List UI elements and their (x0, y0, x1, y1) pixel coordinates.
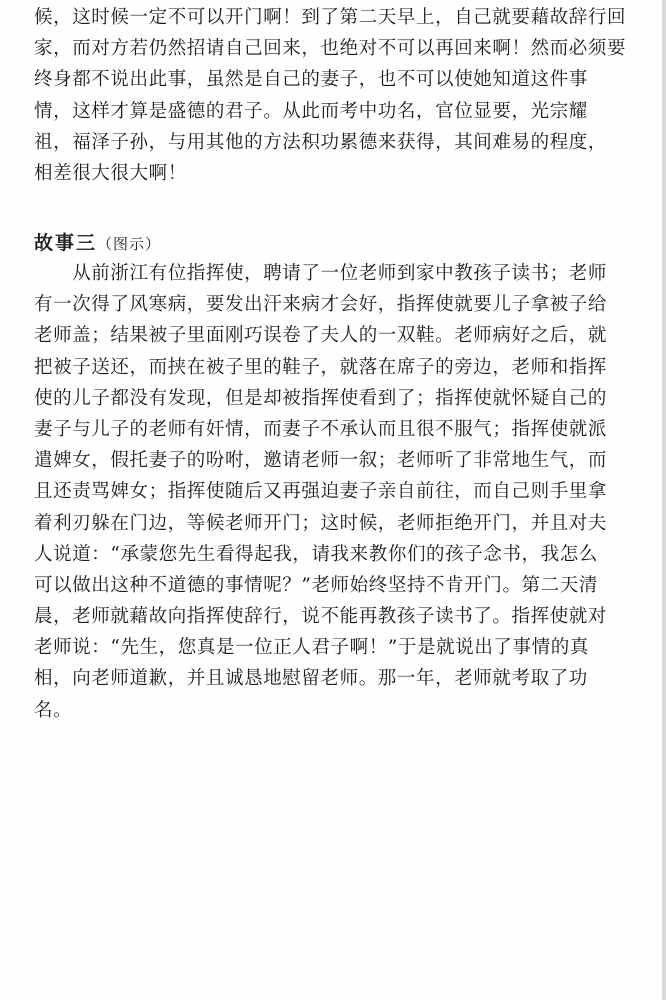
text-line: 可以做出这种不道德的事情呢？”老师始终坚持不肯开门。第二天清 (34, 574, 598, 596)
text-line: 情，这样才算是盛德的君子。从此而考中功名，官位显要，光宗耀 (34, 100, 588, 122)
text-line: 妻子与儿子的老师有奸情，而妻子不承认而且很不服气；指挥使就派 (34, 418, 608, 440)
text-line: 老师盖；结果被子里面刚巧误卷了夫人的一双鞋。老师病好之后，就 (34, 325, 608, 347)
text-line: 使的儿子都没有发现，但是却被指挥使看到了；指挥使就怀疑自己的 (34, 387, 608, 409)
story-title: 故事三 (34, 232, 98, 254)
passage-intro (34, 2, 640, 189)
text-line: 晨，老师就藉故向指挥使辞行，说不能再教孩子读书了。指挥使就对 (34, 606, 608, 628)
story-heading (34, 229, 161, 258)
text-line: 名。 (34, 699, 73, 721)
text-line: 遣婢女，假托妻子的吩咐，邀请老师一叙；老师听了非常地生气，而 (34, 450, 608, 472)
story-subtitle: （图示） (97, 235, 162, 253)
text-line: 人说道：“承蒙您先生看得起我，请我来教你们的孩子念书，我怎么 (34, 543, 598, 565)
text-line: 家，而对方若仍然招请自己回来，也绝对不可以再回来啊！然而必须要 (34, 38, 627, 60)
text-line: 祖，福泽子孙，与用其他的方法积功累德来获得，其间难易的程度， (34, 131, 608, 153)
text-line: 着利刃躲在门边，等候老师开门；这时候，老师拒绝开门，并且对夫 (34, 512, 608, 534)
text-line: 相差很大很大啊！ (34, 162, 187, 184)
story-body (34, 258, 640, 726)
text-line: 有一次得了风寒病，要发出汗来病才会好，指挥使就要儿子拿被子给 (34, 294, 608, 316)
text-line: 终身都不说出此事，虽然是自己的妻子，也不可以使她知道这件事 (34, 69, 588, 91)
page-edge-shadow (662, 0, 666, 1000)
text-line: 相，向老师道歉，并且诚恳地慰留老师。那一年，老师就考取了功 (34, 668, 588, 690)
text-line: 把被子送还，而挟在被子里的鞋子，就落在席子的旁边，老师和指挥 (34, 356, 608, 378)
text-line: 且还责骂婢女；指挥使随后又再强迫妻子亲自前往，而自己则手里拿 (34, 481, 608, 503)
text-line: 老师说：“先生，您真是一位正人君子啊！”于是就说出了事情的真 (34, 637, 589, 659)
text-line: 从前浙江有位指挥使，聘请了一位老师到家中教孩子读书；老师 (34, 263, 608, 284)
text-line: 候，这时候一定不可以开门啊！到了第二天早上，自己就要藉故辞行回 (34, 7, 627, 28)
